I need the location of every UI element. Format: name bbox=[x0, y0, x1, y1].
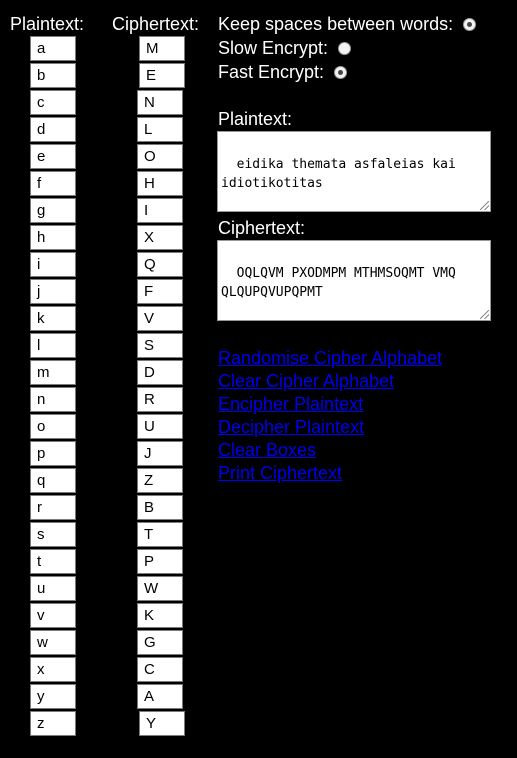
fast-encrypt-label: Fast Encrypt: bbox=[218, 62, 325, 82]
resize-grip-icon[interactable] bbox=[480, 310, 489, 319]
encipher-plaintext-link[interactable]: Encipher Plaintext bbox=[218, 394, 364, 414]
cipher-letter-cell[interactable]: R bbox=[137, 387, 183, 412]
cipher-letter-cell[interactable]: V bbox=[137, 306, 183, 331]
plain-letter-cell[interactable]: f bbox=[30, 171, 76, 196]
plain-letter-cell[interactable]: h bbox=[30, 225, 76, 250]
plaintext-value: eidika themata asfaleias kai idiotikotitas bbox=[221, 157, 464, 191]
plain-letter-cell[interactable]: a bbox=[30, 36, 76, 61]
resize-grip-icon[interactable] bbox=[480, 201, 489, 210]
cipher-letter-cell[interactable]: P bbox=[137, 549, 183, 574]
plain-letter-cell[interactable]: i bbox=[30, 252, 76, 277]
cipher-letter-cell[interactable]: B bbox=[137, 495, 183, 520]
plain-letter-cell[interactable]: p bbox=[30, 441, 76, 466]
cipher-letter-cell[interactable]: L bbox=[137, 117, 183, 142]
plain-letter-cell[interactable]: u bbox=[30, 576, 76, 601]
cipher-letter-cell[interactable]: C bbox=[137, 657, 183, 682]
fast-encrypt-option bbox=[218, 62, 347, 82]
cipher-letter-cell[interactable]: W bbox=[137, 576, 183, 601]
plain-letter-cell[interactable]: l bbox=[30, 333, 76, 358]
fast-encrypt-radio[interactable] bbox=[334, 66, 347, 79]
ciphertext-textarea[interactable] bbox=[217, 240, 491, 321]
cipher-letter-cell[interactable]: U bbox=[137, 414, 183, 439]
print-ciphertext-link[interactable]: Print Ciphertext bbox=[218, 463, 343, 483]
plain-letter-cell[interactable]: c bbox=[30, 90, 76, 115]
plain-letter-cell[interactable]: k bbox=[30, 306, 76, 331]
cipher-letter-cell[interactable]: A bbox=[137, 684, 183, 709]
clear-boxes-link[interactable]: Clear Boxes bbox=[218, 440, 317, 460]
plain-letter-cell[interactable]: j bbox=[30, 279, 76, 304]
cipher-letter-cell[interactable]: T bbox=[137, 522, 183, 547]
decipher-plaintext-link[interactable]: Decipher Plaintext bbox=[218, 417, 365, 437]
cipher-letter-cell[interactable]: Y bbox=[139, 711, 185, 736]
clear-cipher-alphabet-link[interactable]: Clear Cipher Alphabet bbox=[218, 371, 395, 391]
cipher-letter-cell[interactable]: H bbox=[137, 171, 183, 196]
plain-letter-cell[interactable]: e bbox=[30, 144, 76, 169]
keep-spaces-label: Keep spaces between words: bbox=[218, 14, 454, 34]
action-links bbox=[218, 347, 442, 485]
cipher-letter-cell[interactable]: D bbox=[137, 360, 183, 385]
keep-spaces-option bbox=[218, 14, 476, 34]
plain-letter-cell[interactable]: n bbox=[30, 387, 76, 412]
cipher-alphabet-column bbox=[137, 36, 185, 738]
plain-letter-cell[interactable]: g bbox=[30, 198, 76, 223]
cipher-letter-cell[interactable]: I bbox=[137, 198, 183, 223]
ciphertext-value: OQLQVM PXODMPM MTHMSOQMT VMQ QLQUPQVUPQPMT bbox=[221, 266, 464, 300]
cipher-letter-cell[interactable]: J bbox=[137, 441, 183, 466]
plaintext-column-header: Plaintext: bbox=[10, 14, 85, 34]
plain-letter-cell[interactable]: y bbox=[30, 684, 76, 709]
plain-letter-cell[interactable]: w bbox=[30, 630, 76, 655]
cipher-letter-cell[interactable]: F bbox=[137, 279, 183, 304]
cipher-letter-cell[interactable]: G bbox=[137, 630, 183, 655]
cipher-letter-cell[interactable]: N bbox=[137, 90, 183, 115]
plain-letter-cell[interactable]: s bbox=[30, 522, 76, 547]
plain-letter-cell[interactable]: o bbox=[30, 414, 76, 439]
plain-alphabet-column bbox=[30, 36, 76, 738]
plain-letter-cell[interactable]: z bbox=[30, 711, 76, 736]
slow-encrypt-option bbox=[218, 38, 351, 58]
slow-encrypt-radio[interactable] bbox=[338, 42, 351, 55]
cipher-letter-cell[interactable]: Q bbox=[137, 252, 183, 277]
plain-letter-cell[interactable]: x bbox=[30, 657, 76, 682]
cipher-letter-cell[interactable]: M bbox=[139, 36, 185, 61]
slow-encrypt-label: Slow Encrypt: bbox=[218, 38, 329, 58]
plain-letter-cell[interactable]: r bbox=[30, 495, 76, 520]
cipher-letter-cell[interactable]: X bbox=[137, 225, 183, 250]
ciphertext-box-label: Ciphertext: bbox=[218, 218, 306, 238]
cipher-letter-cell[interactable]: O bbox=[137, 144, 183, 169]
keep-spaces-radio[interactable] bbox=[463, 18, 476, 31]
plain-letter-cell[interactable]: d bbox=[30, 117, 76, 142]
ciphertext-column-header: Ciphertext: bbox=[112, 14, 200, 34]
plain-letter-cell[interactable]: t bbox=[30, 549, 76, 574]
plaintext-box-label: Plaintext: bbox=[218, 109, 293, 129]
cipher-letter-cell[interactable]: E bbox=[139, 63, 185, 88]
cipher-letter-cell[interactable]: Z bbox=[137, 468, 183, 493]
cipher-letter-cell[interactable]: S bbox=[137, 333, 183, 358]
plain-letter-cell[interactable]: v bbox=[30, 603, 76, 628]
plain-letter-cell[interactable]: q bbox=[30, 468, 76, 493]
randomise-cipher-alphabet-link[interactable]: Randomise Cipher Alphabet bbox=[218, 348, 443, 368]
cipher-letter-cell[interactable]: K bbox=[137, 603, 183, 628]
plain-letter-cell[interactable]: m bbox=[30, 360, 76, 385]
plaintext-textarea[interactable] bbox=[217, 131, 491, 212]
plain-letter-cell[interactable]: b bbox=[30, 63, 76, 88]
